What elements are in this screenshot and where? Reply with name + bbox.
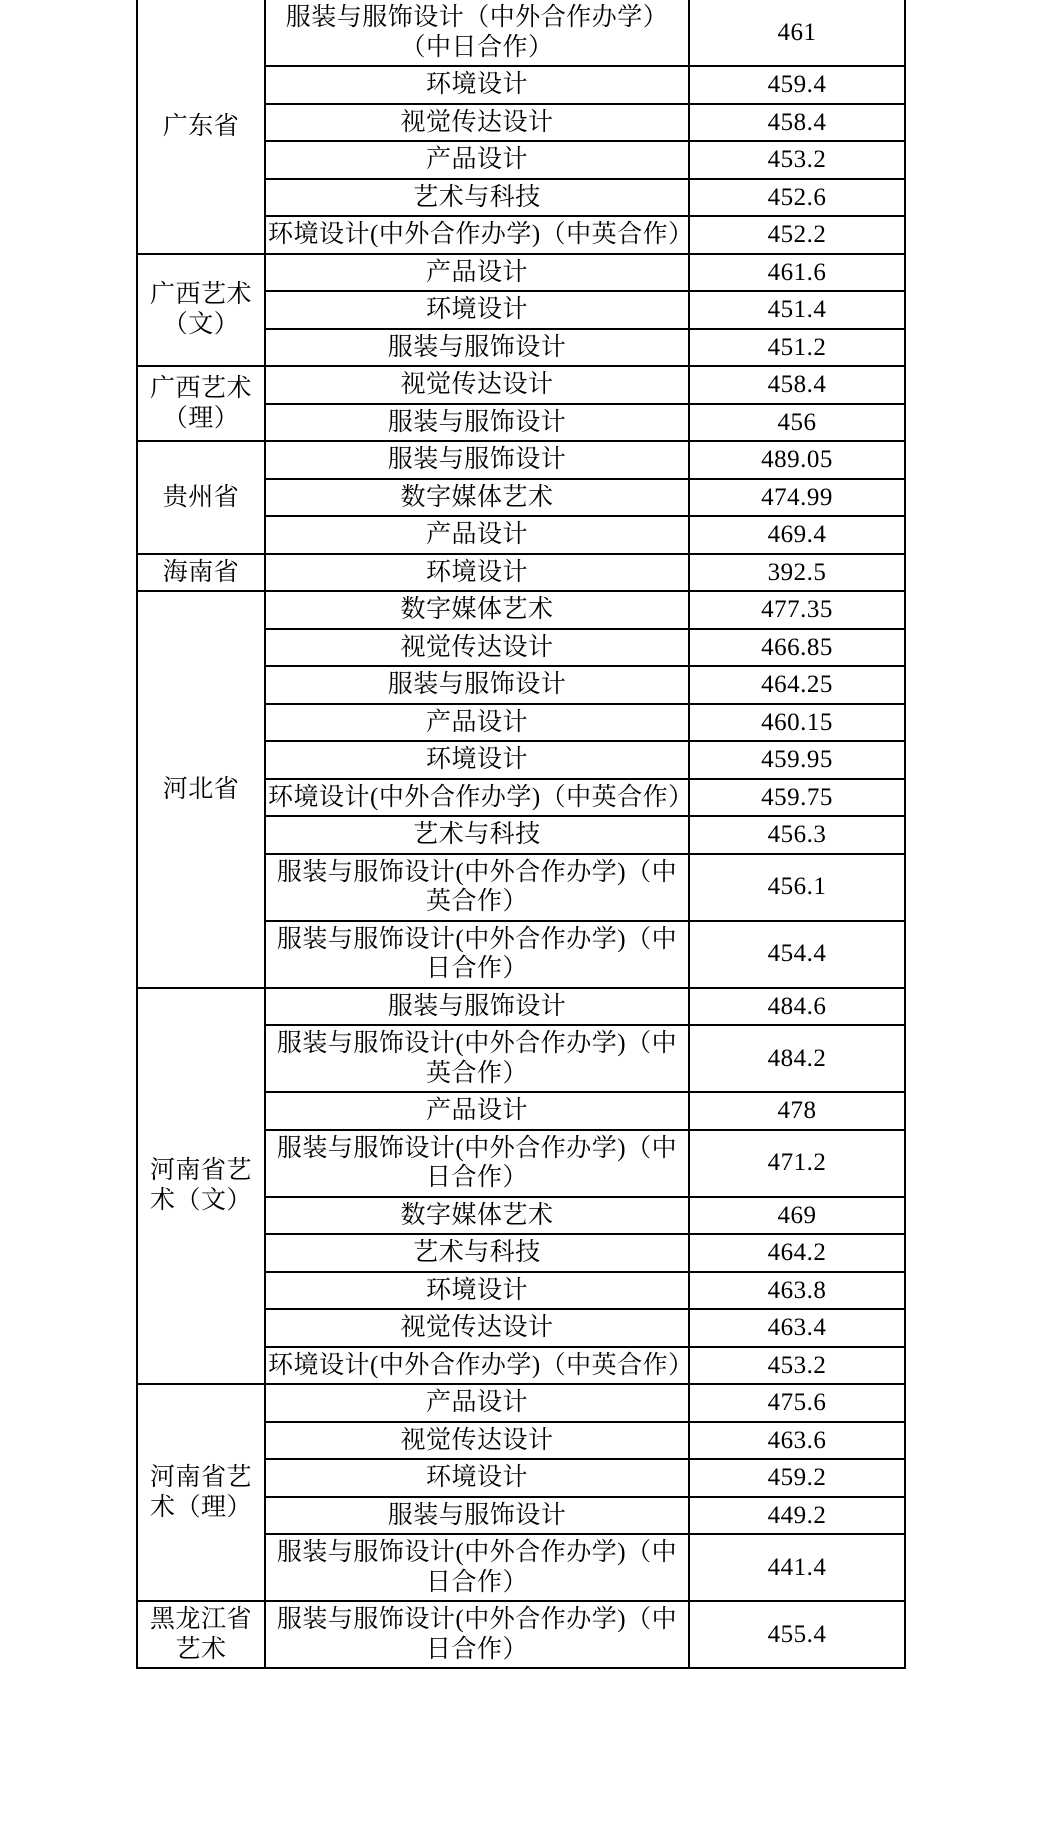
score-cell: 459.75: [689, 779, 905, 817]
major-cell: 服装与服饰设计(中外合作办学)（中英合作）: [265, 854, 689, 921]
score-cell: 466.85: [689, 629, 905, 667]
province-cell: 广西艺术（理）: [137, 366, 265, 441]
admission-score-table: [136, 0, 906, 1669]
score-cell: 474.99: [689, 479, 905, 517]
score-cell: 441.4: [689, 1534, 905, 1601]
major-cell: 产品设计: [265, 1092, 689, 1130]
major-cell: 服装与服饰设计(中外合作办学)（中日合作）: [265, 921, 689, 988]
score-cell: 454.4: [689, 921, 905, 988]
major-cell: 视觉传达设计: [265, 1422, 689, 1460]
score-cell: 451.2: [689, 329, 905, 367]
major-cell: 艺术与科技: [265, 179, 689, 217]
score-cell: 451.4: [689, 291, 905, 329]
score-cell: 455.4: [689, 1601, 905, 1668]
table-row: [137, 554, 905, 592]
major-cell: 数字媒体艺术: [265, 479, 689, 517]
table-row: [137, 1601, 905, 1668]
major-cell: 服装与服饰设计(中外合作办学)（中日合作）: [265, 1601, 689, 1668]
score-cell: 477.35: [689, 591, 905, 629]
score-cell: 464.25: [689, 666, 905, 704]
score-cell: 469: [689, 1197, 905, 1235]
major-cell: 环境设计: [265, 1272, 689, 1310]
major-cell: 服装与服饰设计: [265, 666, 689, 704]
major-cell: 环境设计: [265, 554, 689, 592]
score-cell: 456: [689, 404, 905, 442]
score-cell: 484.2: [689, 1025, 905, 1092]
major-cell: 服装与服饰设计: [265, 329, 689, 367]
province-cell: 河南省艺术（文）: [137, 988, 265, 1385]
score-cell: 461.6: [689, 254, 905, 292]
province-cell: 海南省: [137, 554, 265, 592]
score-cell: 459.4: [689, 66, 905, 104]
score-cell: 484.6: [689, 988, 905, 1026]
major-cell: 产品设计: [265, 704, 689, 742]
score-cell: 471.2: [689, 1130, 905, 1197]
score-cell: 475.6: [689, 1384, 905, 1422]
major-cell: 服装与服饰设计: [265, 988, 689, 1026]
major-cell: 艺术与科技: [265, 816, 689, 854]
major-cell: 环境设计(中外合作办学)（中英合作）: [265, 779, 689, 817]
province-cell: 贵州省: [137, 441, 265, 554]
major-cell: 视觉传达设计: [265, 1309, 689, 1347]
major-cell: 环境设计: [265, 291, 689, 329]
major-cell: 环境设计(中外合作办学)（中英合作）: [265, 216, 689, 254]
major-cell: 环境设计(中外合作办学)（中英合作）: [265, 1347, 689, 1385]
major-cell: 数字媒体艺术: [265, 1197, 689, 1235]
major-cell: 产品设计: [265, 1384, 689, 1422]
major-cell: 产品设计: [265, 516, 689, 554]
score-cell: 452.6: [689, 179, 905, 217]
province-cell: 广东省: [137, 0, 265, 254]
major-cell: 服装与服饰设计(中外合作办学)（中日合作）: [265, 1130, 689, 1197]
major-cell: 产品设计: [265, 141, 689, 179]
major-cell: 服装与服饰设计(中外合作办学)（中日合作）: [265, 1534, 689, 1601]
province-cell: 黑龙江省艺术: [137, 1601, 265, 1668]
score-cell: 469.4: [689, 516, 905, 554]
score-cell: 463.4: [689, 1309, 905, 1347]
score-cell: 461: [689, 0, 905, 66]
score-cell: 458.4: [689, 104, 905, 142]
score-cell: 463.8: [689, 1272, 905, 1310]
score-cell: 458.4: [689, 366, 905, 404]
table-row: [137, 0, 905, 66]
score-cell: 456.1: [689, 854, 905, 921]
score-cell: 489.05: [689, 441, 905, 479]
score-cell: 392.5: [689, 554, 905, 592]
major-cell: 服装与服饰设计: [265, 1497, 689, 1535]
score-cell: 456.3: [689, 816, 905, 854]
score-cell: 453.2: [689, 141, 905, 179]
major-cell: 视觉传达设计: [265, 629, 689, 667]
score-cell: 452.2: [689, 216, 905, 254]
province-cell: 河南省艺术（理）: [137, 1384, 265, 1601]
score-cell: 459.2: [689, 1459, 905, 1497]
major-cell: 环境设计: [265, 66, 689, 104]
major-cell: 数字媒体艺术: [265, 591, 689, 629]
table-row: [137, 591, 905, 629]
major-cell: 服装与服饰设计: [265, 404, 689, 442]
major-cell: 视觉传达设计: [265, 366, 689, 404]
province-cell: 广西艺术（文）: [137, 254, 265, 367]
major-cell: 服装与服饰设计(中外合作办学)（中英合作）: [265, 1025, 689, 1092]
score-cell: 460.15: [689, 704, 905, 742]
table-row: [137, 366, 905, 404]
major-cell: 服装与服饰设计: [265, 441, 689, 479]
table-row: [137, 254, 905, 292]
score-cell: 449.2: [689, 1497, 905, 1535]
score-cell: 478: [689, 1092, 905, 1130]
major-cell: 产品设计: [265, 254, 689, 292]
table-row: [137, 1384, 905, 1422]
major-cell: 环境设计: [265, 1459, 689, 1497]
table-body: [137, 0, 905, 1668]
major-cell: 服装与服饰设计（中外合作办学）（中日合作）: [265, 0, 689, 66]
score-cell: 453.2: [689, 1347, 905, 1385]
score-cell: 464.2: [689, 1234, 905, 1272]
major-cell: 视觉传达设计: [265, 104, 689, 142]
table-row: [137, 988, 905, 1026]
province-cell: 河北省: [137, 591, 265, 988]
score-cell: 459.95: [689, 741, 905, 779]
score-cell: 463.6: [689, 1422, 905, 1460]
major-cell: 艺术与科技: [265, 1234, 689, 1272]
table-row: [137, 441, 905, 479]
major-cell: 环境设计: [265, 741, 689, 779]
